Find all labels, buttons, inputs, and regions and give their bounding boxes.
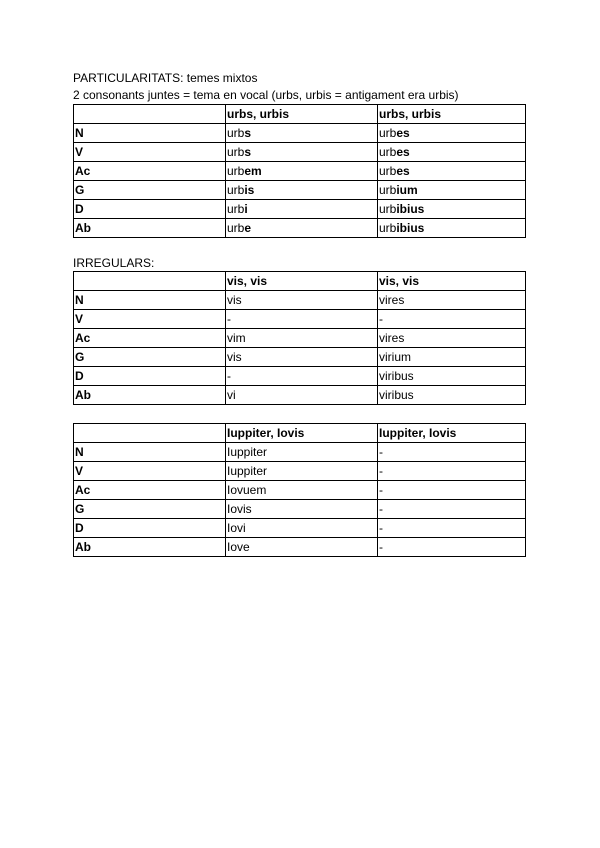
case-cell: G [74,348,226,367]
singular-cell: Iuppiter [226,462,378,481]
plural-cell: vires [378,291,526,310]
plural-cell: - [378,519,526,538]
stem-text: urb [379,144,397,159]
case-cell: Ac [74,481,226,500]
plural-cell [378,143,526,162]
stem-text: urb [379,220,397,235]
plural-cell [378,219,526,238]
declension-table-vis [73,271,526,405]
ending-text: es [396,163,410,178]
plural-cell: virium [378,348,526,367]
ending-text: ibius [396,201,425,216]
ending-text: i [244,201,248,216]
ending-text: s [244,125,252,140]
singular-cell: Iuppiter [226,443,378,462]
case-cell: G [74,181,226,200]
plural-cell: - [378,310,526,329]
header-cell: Iuppiter, Iovis [378,424,526,443]
header-cell: urbs, urbis [378,105,526,124]
singular-cell [226,124,378,143]
stem-text: urb [379,163,397,178]
singular-cell: - [226,367,378,386]
singular-cell: Iovuem [226,481,378,500]
stem-text: urb [227,163,245,178]
case-cell: D [74,200,226,219]
table-row [74,181,526,200]
case-cell: D [74,367,226,386]
ending-text: ibius [396,220,425,235]
case-cell: Ab [74,538,226,557]
table-row [74,219,526,238]
ending-text: s [244,144,252,159]
table-row [74,519,526,538]
ending-text: is [244,182,255,197]
case-cell: V [74,310,226,329]
stem-text: urb [379,125,397,140]
singular-cell: vim [226,329,378,348]
case-cell: Ac [74,162,226,181]
ending-text: es [396,125,410,140]
singular-cell: vi [226,386,378,405]
section-heading-particularitats: PARTICULARITATS: temes mixtos [73,71,258,85]
plural-cell: - [378,500,526,519]
plural-cell: - [378,481,526,500]
table-row [74,443,526,462]
table-row [74,329,526,348]
stem-text: urb [227,182,245,197]
singular-cell [226,162,378,181]
plural-cell [378,181,526,200]
stem-text: urb [379,182,397,197]
case-cell: V [74,143,226,162]
table-row [74,538,526,557]
header-cell [74,272,226,291]
singular-cell: Iove [226,538,378,557]
plural-cell: - [378,443,526,462]
table-row [74,348,526,367]
singular-cell [226,200,378,219]
plural-cell: vires [378,329,526,348]
table-row [74,291,526,310]
table-header-row [74,272,526,291]
case-cell: Ab [74,386,226,405]
singular-cell: Iovi [226,519,378,538]
plural-cell: viribus [378,367,526,386]
table-row [74,500,526,519]
header-cell [74,105,226,124]
singular-cell: - [226,310,378,329]
plural-cell: viribus [378,386,526,405]
plural-cell [378,200,526,219]
table-row [74,200,526,219]
header-cell: vis, vis [378,272,526,291]
table-row [74,462,526,481]
table-header-row [74,105,526,124]
ending-text: em [244,163,262,178]
case-cell: N [74,124,226,143]
plural-cell [378,162,526,181]
declension-table-urbs [73,104,526,238]
section-heading-irregulars: IRREGULARS: [73,256,155,270]
singular-cell [226,181,378,200]
header-cell: vis, vis [226,272,378,291]
declension-table-iuppiter [73,423,526,557]
case-cell: G [74,500,226,519]
stem-text: urb [227,125,245,140]
stem-text: urb [227,201,245,216]
table-row [74,386,526,405]
plural-cell [378,124,526,143]
table-row [74,124,526,143]
stem-text: urb [227,144,245,159]
case-cell: N [74,443,226,462]
singular-cell: vis [226,291,378,310]
case-cell: D [74,519,226,538]
singular-cell: vis [226,348,378,367]
table-row [74,481,526,500]
case-cell: Ac [74,329,226,348]
header-cell: urbs, urbis [226,105,378,124]
plural-cell: - [378,462,526,481]
header-cell [74,424,226,443]
plural-cell: - [378,538,526,557]
table-row [74,367,526,386]
ending-text: es [396,144,410,159]
case-cell: Ab [74,219,226,238]
header-cell: Iuppiter, Iovis [226,424,378,443]
stem-text: urb [379,201,397,216]
singular-cell: Iovis [226,500,378,519]
section-note: 2 consonants juntes = tema en vocal (urbs, urbis = antigament era urbis) [73,88,459,102]
table-row [74,310,526,329]
case-cell: V [74,462,226,481]
table-row [74,143,526,162]
ending-text: e [244,220,252,235]
ending-text: ium [396,182,418,197]
singular-cell [226,143,378,162]
stem-text: urb [227,220,245,235]
singular-cell [226,219,378,238]
case-cell: N [74,291,226,310]
table-header-row [74,424,526,443]
table-row [74,162,526,181]
